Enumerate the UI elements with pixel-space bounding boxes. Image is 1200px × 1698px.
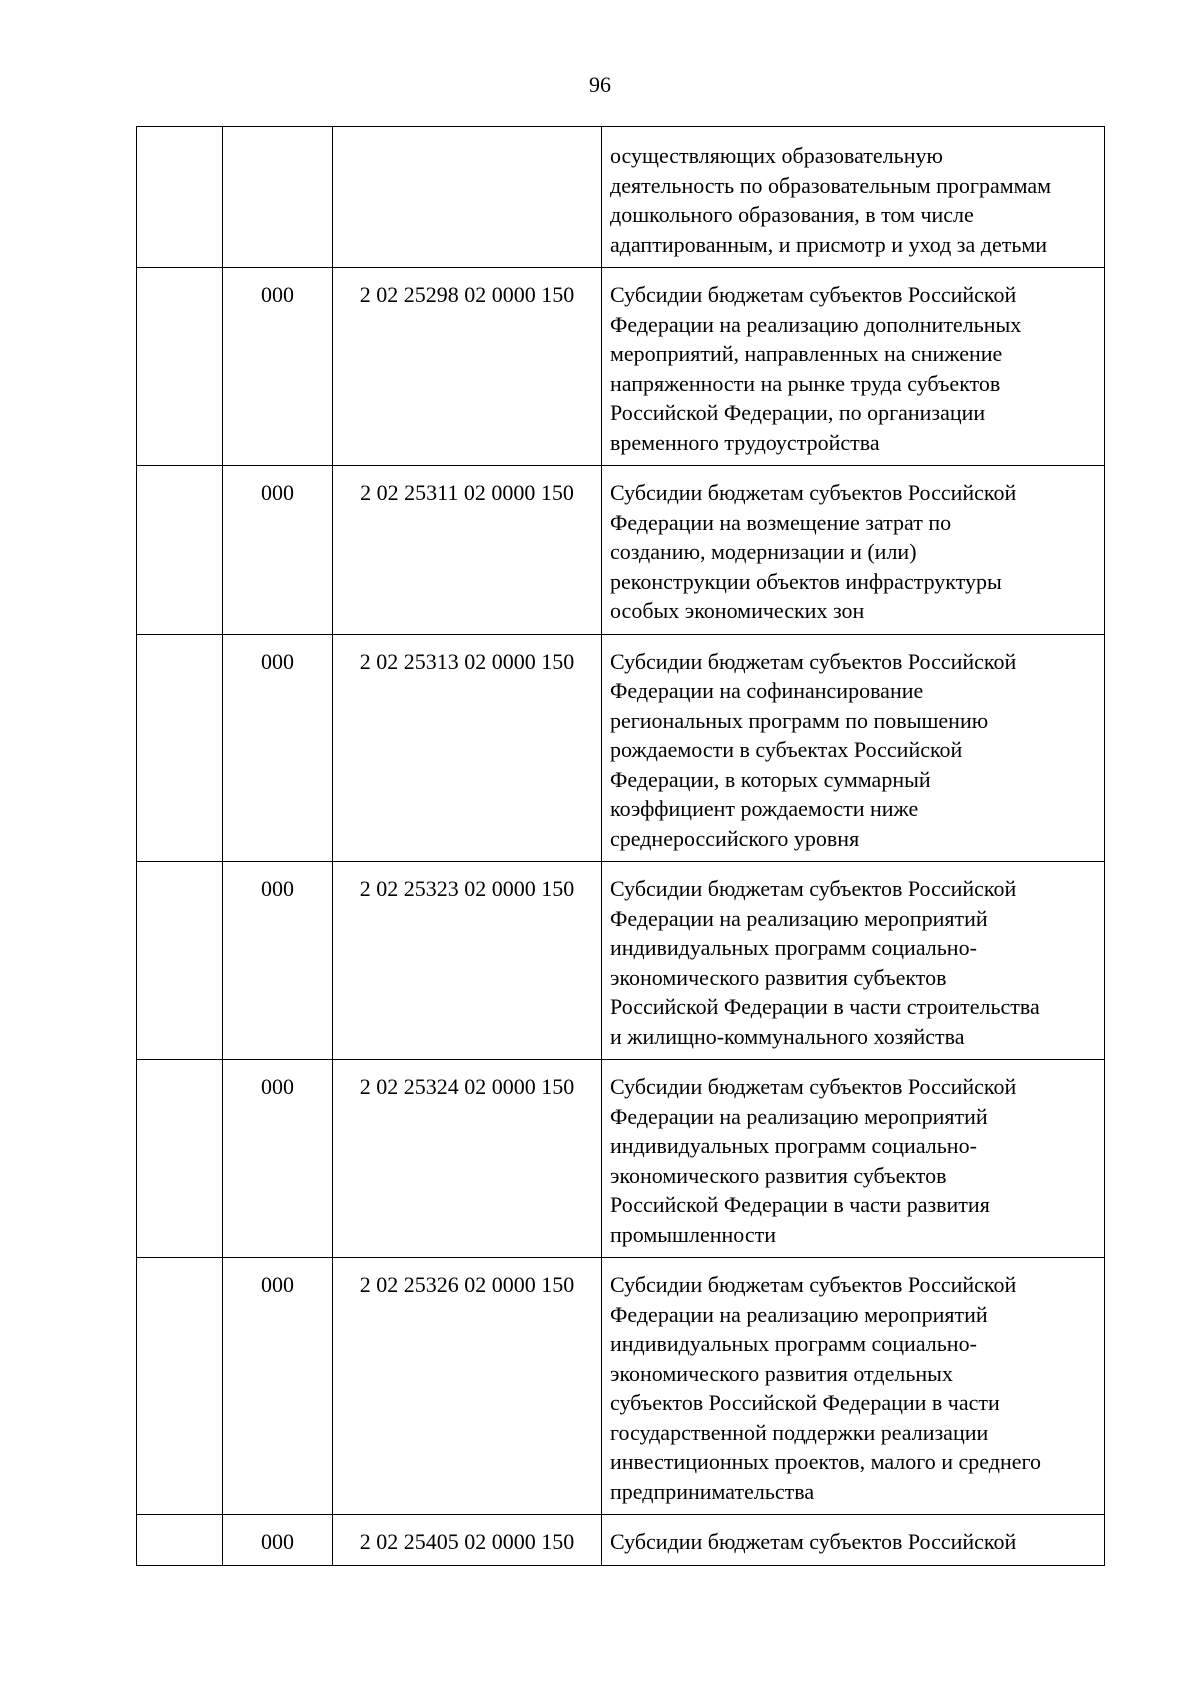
description-cell: [602, 268, 1105, 466]
empty-cell: [137, 1060, 223, 1258]
description-line: Субсидии бюджетам субъектов Российской: [610, 876, 1017, 901]
description-line: напряженности на рынке труда субъектов: [610, 370, 1001, 396]
table-row: [137, 862, 1105, 1060]
admin-code-cell: 000: [223, 862, 333, 1060]
description-line: дошкольного образования, в том числе: [610, 202, 974, 227]
description-line: Субсидии бюджетам субъектов Российской: [610, 480, 1017, 505]
description-line: Федерации, в которых суммарный: [610, 766, 931, 792]
description-cell: [602, 1515, 1105, 1566]
admin-code-cell: 000: [223, 268, 333, 466]
admin-code-cell: 000: [223, 1258, 333, 1515]
description-cell: [602, 1258, 1105, 1515]
description-line: Субсидии бюджетам субъектов Российской: [610, 1272, 1017, 1297]
description-line: предпринимательства: [610, 1478, 815, 1504]
description-cell: [602, 466, 1105, 635]
empty-cell: [137, 634, 223, 862]
description-line: экономического развития отдельных: [610, 1360, 953, 1386]
description-line: индивидуальных программ социально-: [610, 1331, 977, 1356]
empty-cell: [137, 1515, 223, 1566]
table-row: [137, 1515, 1105, 1566]
description-line: Российской Федерации в части развития: [610, 1192, 990, 1217]
description-line: Российской Федерации в части строительства: [610, 994, 1040, 1019]
description-line: Субсидии бюджетам субъектов Российской: [610, 282, 1017, 307]
description-line: экономического развития субъектов: [610, 964, 947, 990]
budget-code-cell: 2 02 25298 02 0000 150: [333, 268, 602, 466]
description-line: Субсидии бюджетам субъектов Российской: [610, 1529, 1017, 1554]
description-line: индивидуальных программ социально-: [610, 935, 977, 960]
description-line: Федерации на реализацию мероприятий: [610, 905, 988, 931]
description-line: субъектов Российской Федерации в части: [610, 1390, 1000, 1415]
table-body: [137, 127, 1105, 1566]
description-line: временного трудоустройства: [610, 429, 880, 455]
description-line: Федерации на софинансирование: [610, 678, 924, 703]
description-line: Федерации на возмещение затрат по: [610, 509, 952, 535]
empty-cell: [137, 268, 223, 466]
description-line: Российской Федерации, по организации: [610, 400, 986, 425]
description-line: мероприятий, направленных на снижение: [610, 341, 1003, 366]
table-row: [137, 1258, 1105, 1515]
description-line: инвестиционных проектов, малого и среднего: [610, 1449, 1041, 1474]
description-cell: [602, 634, 1105, 862]
description-line: Субсидии бюджетам субъектов Российской: [610, 1074, 1017, 1099]
description-line: созданию, модернизации и (или): [610, 539, 917, 564]
description-line: государственной поддержки реализации: [610, 1419, 989, 1445]
page-number: 96: [589, 72, 611, 97]
description-line: адаптированным, и присмотр и уход за детьми: [610, 231, 1048, 257]
budget-code-cell: 2 02 25323 02 0000 150: [333, 862, 602, 1060]
description-line: рождаемости в субъектах Российской: [610, 737, 963, 762]
empty-cell: [137, 466, 223, 635]
budget-code-cell: 2 02 25324 02 0000 150: [333, 1060, 602, 1258]
description-line: и жилищно-коммунального хозяйства: [610, 1023, 965, 1049]
table-row: [137, 466, 1105, 635]
description-cell: [602, 127, 1105, 268]
description-line: Федерации на реализацию мероприятий: [610, 1301, 988, 1327]
budget-code-cell: 2 02 25311 02 0000 150: [333, 466, 602, 635]
description-line: Федерации на реализацию дополнительных: [610, 311, 1022, 337]
table-row: [137, 127, 1105, 268]
budget-code-cell: 2 02 25326 02 0000 150: [333, 1258, 602, 1515]
table-row: [137, 268, 1105, 466]
admin-code-cell: 000: [223, 634, 333, 862]
table-row: [137, 1060, 1105, 1258]
description-line: деятельность по образовательным программам: [610, 172, 1052, 198]
description-line: коэффициент рождаемости ниже: [610, 796, 919, 821]
admin-code-cell: 000: [223, 1515, 333, 1566]
description-line: особых экономических зон: [610, 598, 865, 623]
description-line: Субсидии бюджетам субъектов Российской: [610, 648, 1017, 674]
admin-code-cell: 000: [223, 466, 333, 635]
description-line: среднероссийского уровня: [610, 825, 860, 851]
budget-code-cell: 2 02 25405 02 0000 150: [333, 1515, 602, 1566]
description-cell: [602, 862, 1105, 1060]
description-line: экономического развития субъектов: [610, 1162, 947, 1188]
empty-cell: [137, 1258, 223, 1515]
budget-code-cell: [333, 127, 602, 268]
description-line: региональных программ по повышению: [610, 707, 989, 733]
empty-cell: [137, 127, 223, 268]
admin-code-cell: [223, 127, 333, 268]
budget-code-cell: 2 02 25313 02 0000 150: [333, 634, 602, 862]
admin-code-cell: 000: [223, 1060, 333, 1258]
budget-codes-table: [136, 126, 1105, 1566]
description-line: осуществляющих образовательную: [610, 143, 943, 168]
description-line: промышленности: [610, 1221, 776, 1247]
description-cell: [602, 1060, 1105, 1258]
description-line: реконструкции объектов инфраструктуры: [610, 568, 1002, 594]
description-line: Федерации на реализацию мероприятий: [610, 1103, 988, 1129]
empty-cell: [137, 862, 223, 1060]
table-row: [137, 634, 1105, 862]
description-line: индивидуальных программ социально-: [610, 1133, 977, 1158]
